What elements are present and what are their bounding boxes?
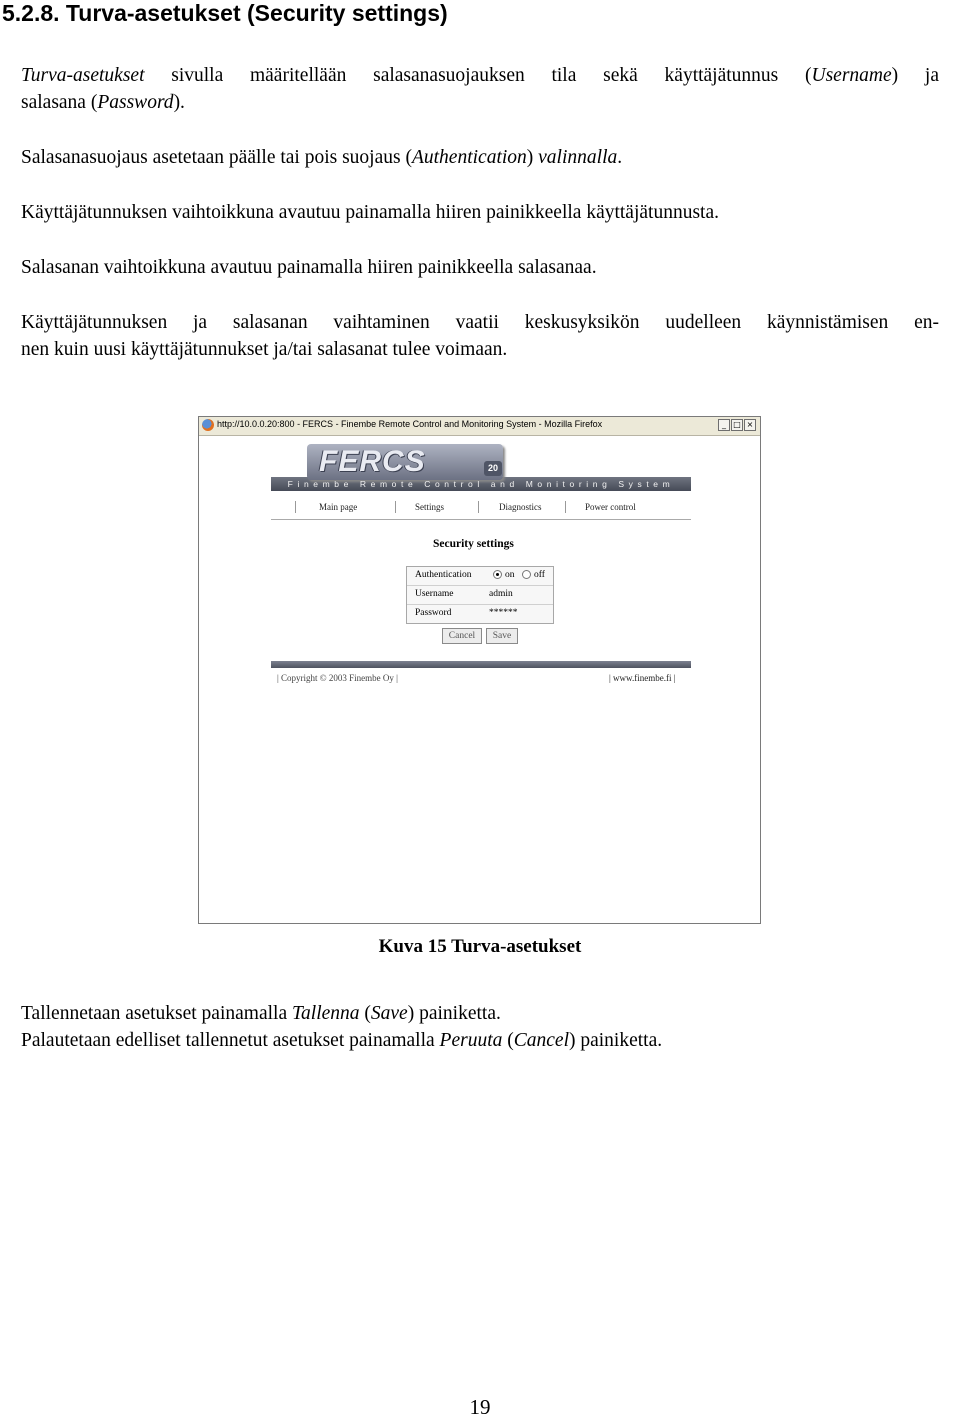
logo-text: FERCS (319, 445, 426, 478)
auth-mid: ) (526, 147, 539, 168)
auth-end: . (617, 147, 623, 168)
save-term-en: Save (370, 1003, 408, 1024)
minimize-icon[interactable]: _ (718, 419, 730, 431)
intro-paragraph-line-1 (21, 62, 939, 89)
password-value[interactable]: ****** (489, 608, 518, 618)
auth-off-radio[interactable] (522, 570, 531, 579)
auth-label: Authentication (415, 570, 472, 580)
password-label: Password (415, 608, 452, 618)
cancel-paragraph (21, 1027, 939, 1054)
auth-paragraph (21, 144, 939, 171)
nav-separator (395, 501, 396, 513)
page-number: 19 (469, 1395, 491, 1419)
restart-paragraph-line-2: nen kuin uusi käyttäjätunnukset ja/tai salasanat tulee voimaan. (21, 339, 508, 360)
nav-separator (478, 501, 479, 513)
intro-text-2-end: ). (173, 92, 185, 113)
cancel-term-en: Cancel (513, 1030, 569, 1051)
username-label: Username (415, 589, 454, 599)
cancel-button[interactable]: Cancel (442, 628, 482, 644)
browser-screenshot (198, 416, 761, 924)
intro-text-2: salasana ( (21, 92, 98, 113)
username-term: Username (811, 65, 892, 86)
auth-on-label: on (505, 570, 515, 580)
restart-paragraph-line-1: Käyttäjätunnuksen ja salasanan vaihtaminen vaatii keskusyksikön uudelleen käynnistämisen en- (21, 312, 939, 333)
password-row[interactable] (407, 605, 553, 623)
auth-off-label: off (534, 570, 545, 580)
auth-row (407, 567, 553, 586)
site-link[interactable]: | www.finembe.fi | (609, 673, 676, 683)
nav-diagnostics[interactable]: Diagnostics (499, 502, 542, 512)
cancel-text-c: ( (502, 1030, 514, 1051)
security-settings-title: Security settings (433, 538, 514, 550)
cancel-text-a: Palautetaan edelliset tallennetut asetukset painamalla (21, 1030, 440, 1051)
nav-main-page[interactable]: Main page (319, 502, 358, 512)
password-term: Password (97, 92, 174, 113)
maximize-icon[interactable]: □ (731, 419, 743, 431)
auth-text: Salasanasuojaus asetetaan päälle tai pois suojaus ( (21, 147, 412, 168)
close-icon[interactable]: × (744, 419, 756, 431)
intro-text: sivulla määritellään salasanasuojauksen tila sekä käyttäjätunnus ( (144, 65, 812, 86)
logo-badge: 20 (484, 461, 502, 476)
auth-on-radio[interactable] (493, 570, 502, 579)
save-term-fi: Tallenna (291, 1003, 360, 1024)
save-paragraph (21, 1000, 939, 1027)
window-title: http://10.0.0.20:800 - FERCS - Finembe Remote Control and Monitoring System - Mozilla Firefox (217, 419, 603, 429)
intro-term: Turva-asetukset (21, 65, 145, 86)
footer-band (271, 661, 691, 668)
username-paragraph: Käyttäjätunnuksen vaihtoikkuna avautuu painamalla hiiren painikkeella käyttäjätunnusta. (21, 202, 719, 223)
cancel-term-fi: Peruuta (439, 1030, 503, 1051)
settings-form (406, 566, 554, 624)
username-value[interactable]: admin (489, 589, 513, 599)
browser-titlebar (199, 417, 760, 436)
auth-term: Authentication (411, 147, 527, 168)
nav-underline (271, 519, 691, 520)
nav-settings[interactable]: Settings (415, 502, 445, 512)
nav-separator (295, 501, 296, 513)
cancel-text-e: ) painiketta. (568, 1030, 663, 1051)
save-text-a: Tallennetaan asetukset painamalla (21, 1003, 292, 1024)
save-text-e: ) painiketta. (407, 1003, 501, 1024)
intro-text-end: ) ja (891, 65, 939, 86)
auth-italic-end: valinnalla (538, 147, 618, 168)
tagline: Finembe Remote Control and Monitoring System (287, 479, 675, 489)
username-row[interactable] (407, 586, 553, 605)
password-paragraph: Salasanan vaihtoikkuna avautuu painamalla hiiren painikkeella salasanaa. (21, 257, 597, 278)
nav-separator (565, 501, 566, 513)
figure-caption: Kuva 15 Turva-asetukset (378, 936, 582, 957)
nav-power-control[interactable]: Power control (585, 502, 636, 512)
section-heading: 5.2.8. Turva-asetukset (Security settings) (2, 0, 448, 26)
save-button[interactable]: Save (486, 628, 518, 644)
firefox-icon (202, 419, 214, 431)
intro-paragraph-line-2 (21, 89, 939, 116)
fercs-logo (307, 444, 503, 480)
save-text-c: ( (359, 1003, 371, 1024)
copyright-text: | Copyright © 2003 Finembe Oy | (277, 673, 398, 683)
